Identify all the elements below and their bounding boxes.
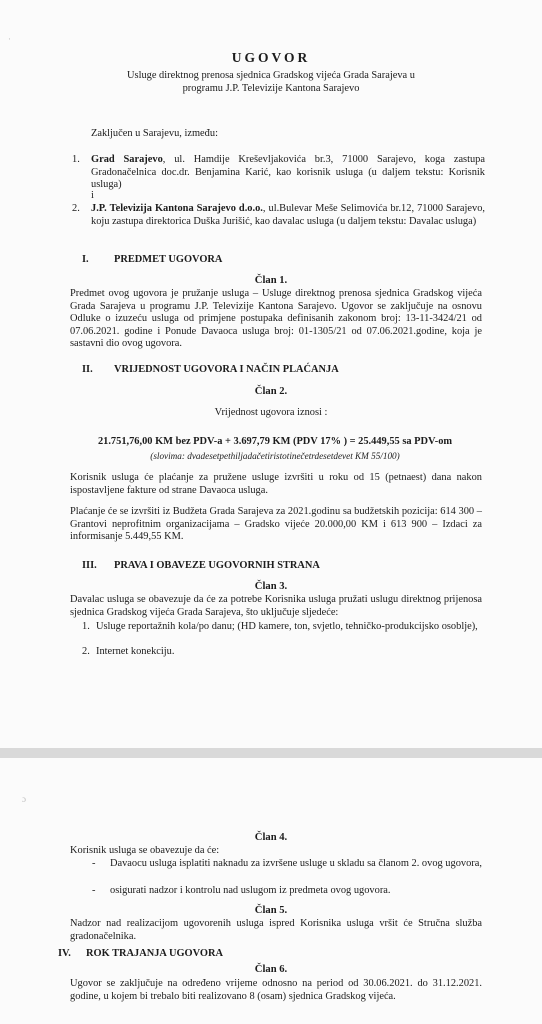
section-3-number: III. bbox=[82, 560, 97, 571]
party-2-text bbox=[91, 203, 485, 228]
article-3-item-2-text: Internet konekciju. bbox=[96, 646, 175, 657]
contract-amount: 21.751,76,00 KM bez PDV-a + 3.697,79 KM (PDV 17% ) = 25.449,55 sa PDV-om bbox=[97, 436, 453, 447]
article-4-item-1-bullet: - bbox=[92, 858, 96, 869]
section-4-title: ROK TRAJANJA UGOVORA bbox=[86, 948, 223, 959]
party-2-number: 2. bbox=[72, 203, 80, 214]
article-4-title: Član 4. bbox=[254, 832, 288, 843]
document-title: UGOVOR bbox=[231, 50, 311, 65]
article-3-text: Davalac usluga se obavezuje da će za potrebe Korisnika usluga pružati uslugu direktnog prijenosa sjednica Gradskog vijeća Grada Sarajeva, što uključuje sljedeće: bbox=[70, 594, 482, 618]
section-2-title: VRIJEDNOST UGOVORA I NAČIN PLAĆANJA bbox=[114, 364, 339, 375]
article-5-title: Član 5. bbox=[254, 905, 288, 916]
article-3-title: Član 3. bbox=[254, 581, 288, 592]
article-4-text: Korisnik usluga se obavezuje da će: bbox=[70, 845, 220, 856]
article-4-item-2-bullet: - bbox=[92, 885, 96, 896]
party-2-details: , ul.Bulevar Meše Selimovića br.12, 71000 Sarajevo, koju zastupa direktorica Duška Jurišić, kao davalac usluga (u daljem tekstu: Davalac usluga) bbox=[91, 203, 486, 227]
section-4-number: IV. bbox=[58, 948, 71, 959]
party-1-text bbox=[91, 154, 485, 192]
party-1-details: , ul. Hamdije Kreševljakovića br.3, 71000 Sarajevo, koga zastupa Gradonačelnica doc.dr. Benjamina Karić, kao korisnik usluga (u daljem tekstu: Korisnik usluga) bbox=[91, 154, 485, 190]
section-2-number: II. bbox=[82, 364, 93, 375]
article-3-item-1-number: 1. bbox=[82, 621, 90, 632]
party-1-number: 1. bbox=[72, 154, 80, 165]
article-6-title: Član 6. bbox=[254, 964, 288, 975]
document-subtitle: Usluge direktnog prenosa sjednica Gradskog vijeća Grada Sarajeva u programu J.P. Televizije Kantona Sarajevo bbox=[127, 70, 415, 94]
article-2-title: Član 2. bbox=[254, 386, 288, 397]
party-2-name: J.P. Televizija Kantona Sarajevo d.o.o. bbox=[91, 203, 263, 214]
article-4-item-1-text: Davaocu usluga isplatiti naknadu za izvršene usluge u skladu sa članom 2. ovog ugovora, bbox=[110, 858, 482, 869]
section-1-title: PREDMET UGOVORA bbox=[114, 254, 223, 265]
section-3-title: PRAVA I OBAVEZE UGOVORNIH STRANA bbox=[114, 560, 320, 571]
amount-in-words: (slovima: dvadesetpethiljadačetiristotinečetrdesetdevet KM 55/100) bbox=[150, 451, 400, 461]
scan-mark: · bbox=[8, 34, 11, 44]
article-3-item-1-text: Usluge reportažnih kola/po danu; (HD kamere, ton, svjetlo, tehničko-produkcijsko osoblje), bbox=[96, 621, 478, 632]
article-3-item-2-number: 2. bbox=[82, 646, 90, 657]
intro-text: Zaključen u Sarajevu, između: bbox=[91, 128, 218, 139]
value-intro: Vrijednost ugovora iznosi : bbox=[214, 407, 328, 418]
party-1-name: Grad Sarajevo bbox=[91, 154, 163, 165]
document-page-2 bbox=[0, 758, 542, 1024]
section-1-number: I. bbox=[82, 254, 89, 265]
article-6-text: Ugovor se zaključuje na određeno vrijeme odnosno na period od 30.06.2021. do 31.12.2021. godine, u kojem bi trebalo biti realizovano 8 (osam) sjednica Gradskog vijeća. bbox=[70, 978, 482, 1002]
article-1-title: Član 1. bbox=[254, 275, 288, 286]
article-2-payment-terms: Korisnik usluga će plaćanje za pružene usluge izvršiti u roku od 15 (petnaest) dana nakon ispostavljene fakture od strane Davaoca usluga. bbox=[70, 472, 482, 496]
article-2-budget-source: Plaćanje će se izvršiti iz Budžeta Grada Sarajeva za 2021.godinu sa budžetskih pozicija: 614 300 – Grantovi neprofitnim organizacijama – Gradsko vijeće 20.000,00 KM i 613 900 – Izdaci za informisanje 5.449,55 KM. bbox=[70, 506, 482, 542]
article-5-text: Nadzor nad realizacijom ugovorenih usluga ispred Korisnika usluga vršit će Stručna služba gradonačelnika. bbox=[70, 918, 482, 942]
and-word: i bbox=[91, 190, 94, 201]
scan-mark: ɔ bbox=[22, 794, 26, 804]
article-4-item-2-text: osigurati nadzor i kontrolu nad uslugom iz predmeta ovog ugovora. bbox=[110, 885, 391, 896]
article-1-text: Predmet ovog ugovora je pružanje usluga – Usluge direktnog prenosa sjednica Gradskog vijeća Grada Sarajeva u programu J.P. Televizije Kantona Sarajevo. Ugovor se zaključuje na osnovu Odluke o izuzeću usluga od primjene postupaka definisanih zakonom broj: 13-11-3424/21 od 07.06.2021. godine i Ponude Davaoca usluga broj: 01-1305/21 od 07.06.2021.godine, koja je sastavni dio ovog ugovora. bbox=[70, 288, 482, 349]
